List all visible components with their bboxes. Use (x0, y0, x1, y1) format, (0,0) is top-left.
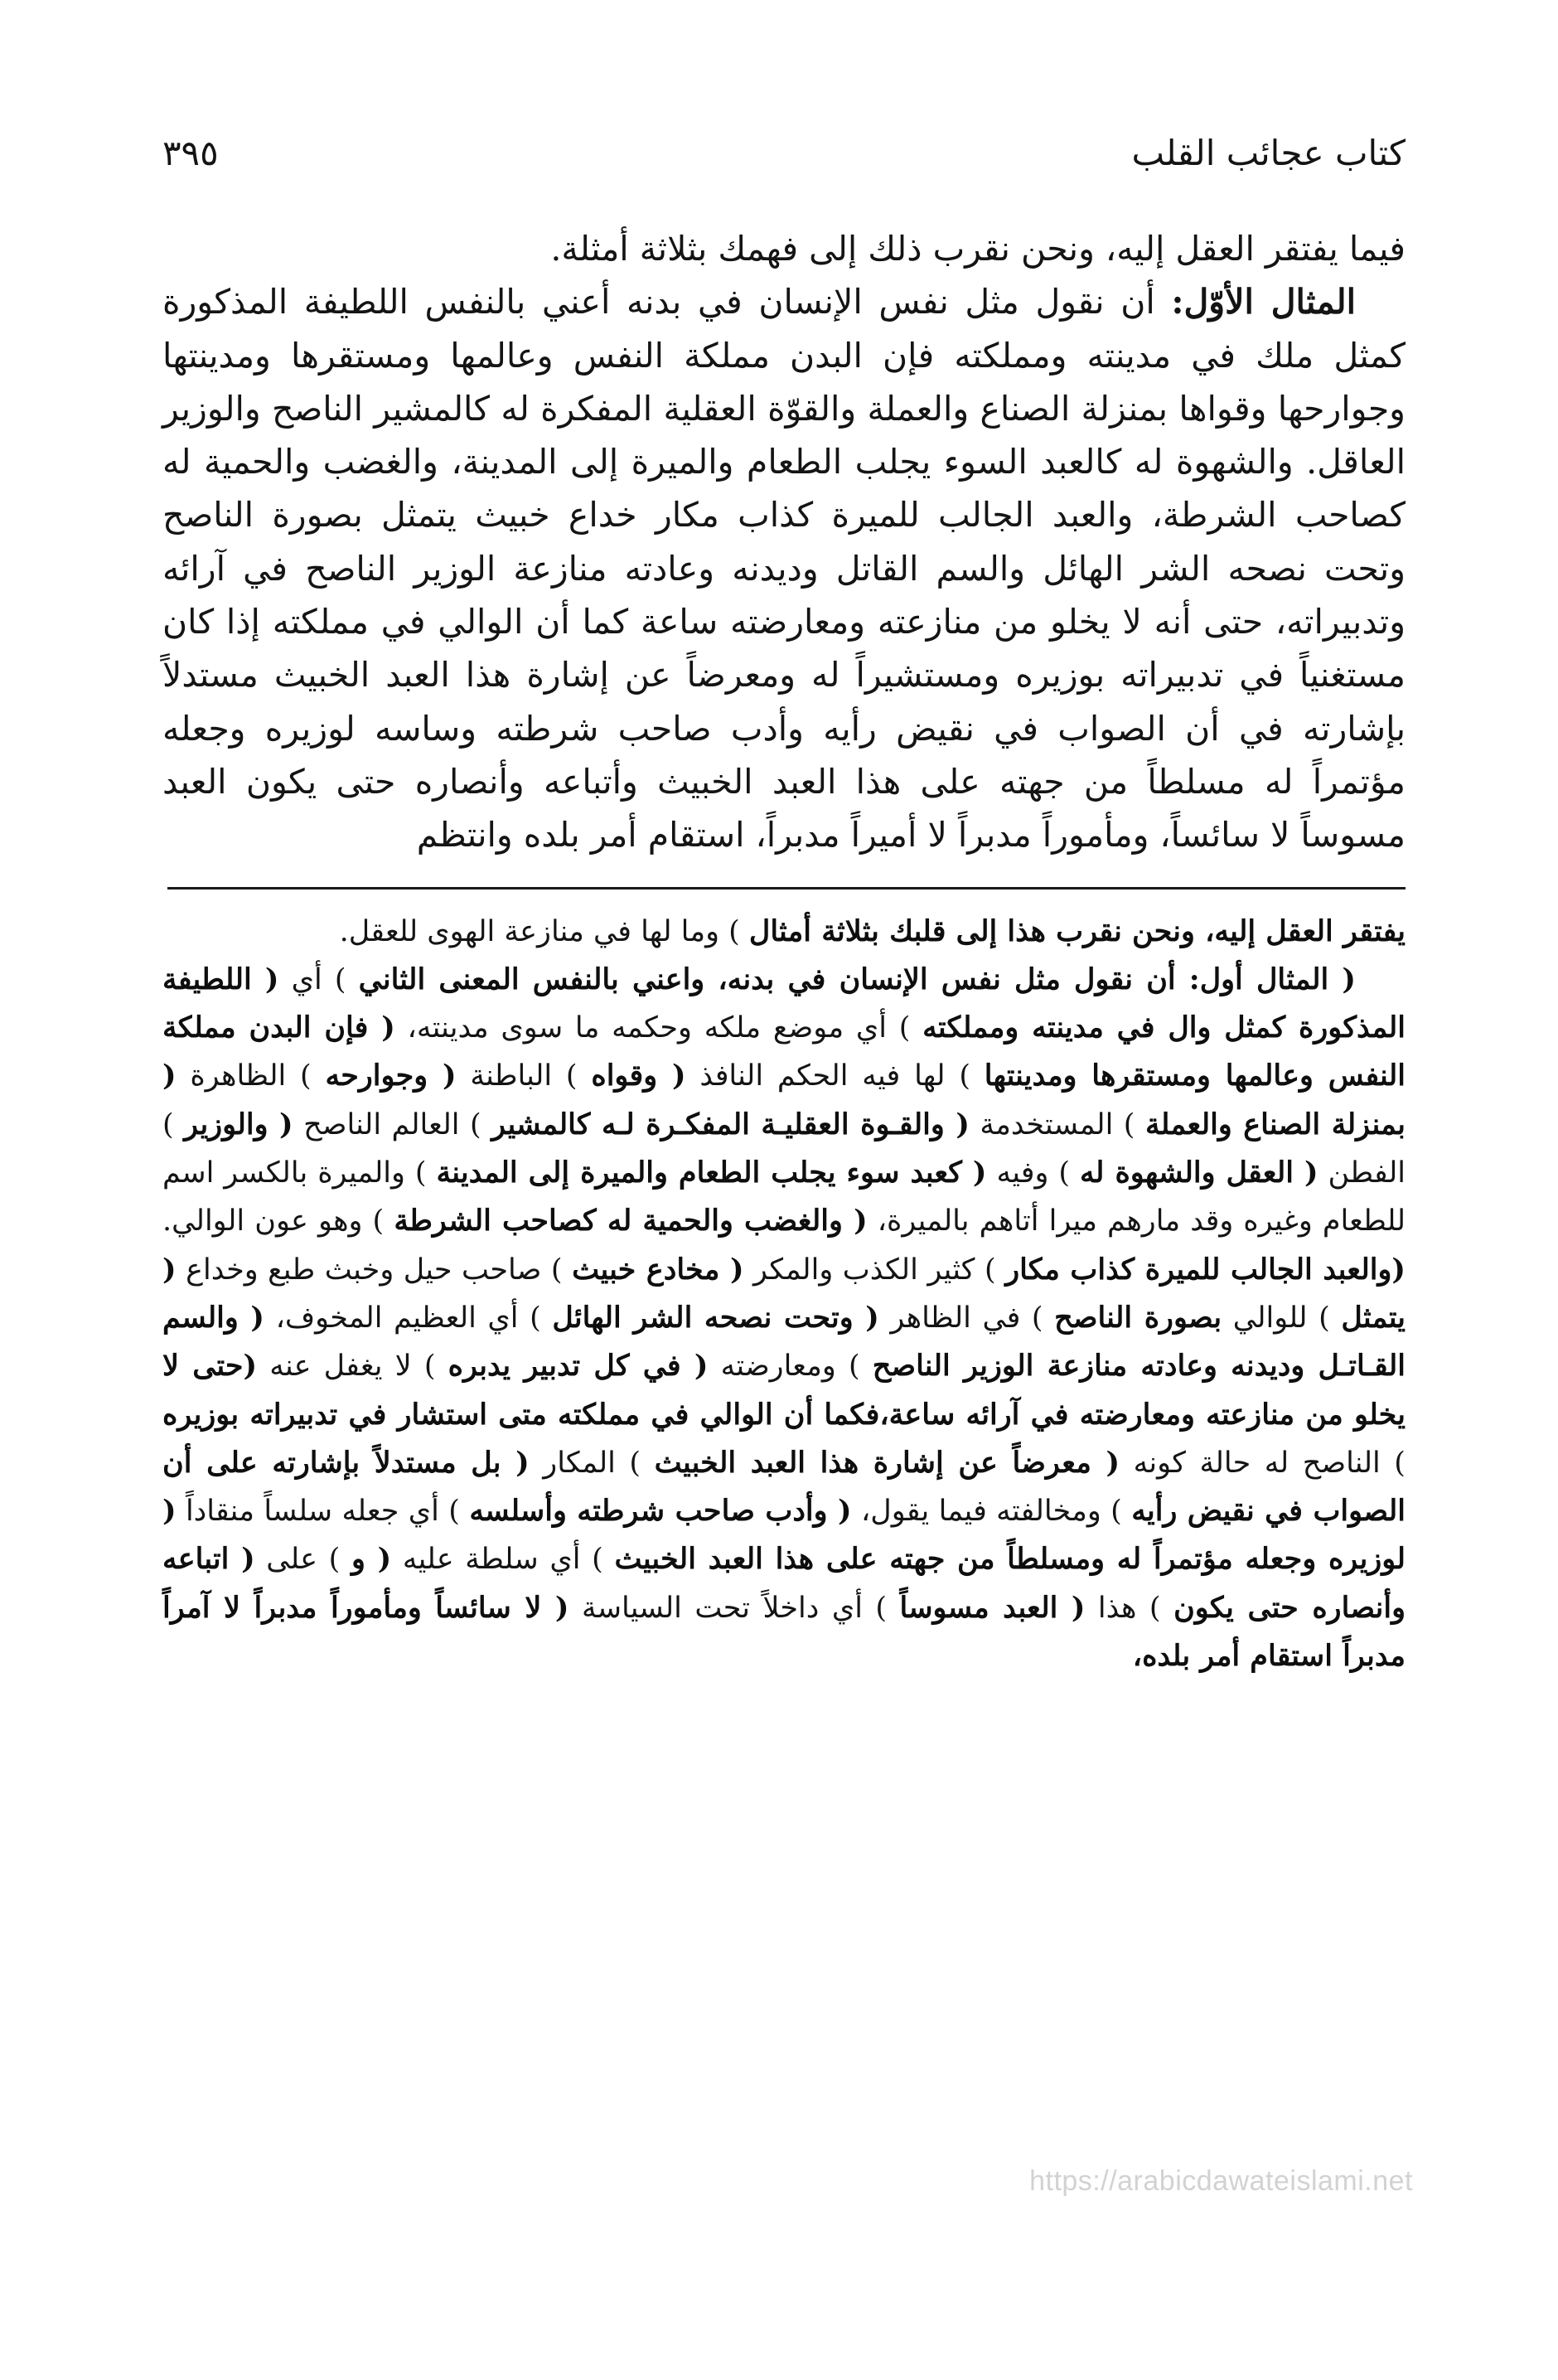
page-number: ٣٩٥ (162, 133, 219, 173)
commentary-text: ) العالم الناصح (293, 1108, 481, 1142)
quoted-matn-text: ( وتحت نصحه الشر الهائل (552, 1300, 879, 1335)
commentary-text: ) على (254, 1543, 341, 1577)
quoted-matn-text: ( وجوارحه (325, 1059, 457, 1093)
commentary-text: ) كثير الكذب والمكر (743, 1253, 996, 1287)
site-watermark: https://arabicdawateislami.net (1029, 2165, 1413, 2197)
commentary-text: ) صاحب حيل وخبث طبع وخداع (176, 1253, 563, 1287)
commentary-text: ) هذا (1085, 1591, 1161, 1625)
book-title: كتاب عجائب القلب (1131, 133, 1406, 173)
commentary-paragraph-1 (162, 908, 1406, 956)
example-heading: المثال الأوّل: (1171, 282, 1356, 322)
commentary-text: ) الناصح له حالة كونه (1120, 1446, 1406, 1480)
quoted-matn-text: ( بمنزلة الصناع والعملة (162, 1059, 1406, 1142)
commentary-text: ) وما لها في منازعة الهوى للعقل. (339, 914, 740, 948)
commentary-text: ) والميرة بالكسر اسم للطعام وغيره وقد مارهم ميرا أتاهم بالميرة، (162, 1156, 1406, 1238)
running-head (162, 133, 1406, 199)
quoted-matn-text: بصورة الناصح (1054, 1300, 1222, 1335)
quoted-matn-text: ( يتمثل (162, 1252, 1406, 1335)
quoted-matn-text: ( لوزيره وجعله مؤتمراً له ومسلطاً من جهته على هذا العبد الخبيث (162, 1494, 1406, 1577)
quoted-matn-text: ( والغضب والحمية له كصاحب الشرطة (394, 1204, 868, 1238)
commentary-text: ) أي موضع ملكه وحكمه ما سوى مدينته، (394, 1011, 911, 1045)
quoted-matn-text: (حتى لا يخلو من منازعته ومعارضته في آرائه ساعة،فكما أن الوالي في مملكته متى استشار في تدبيراته بوزيره (162, 1349, 1406, 1432)
example-paragraph (162, 275, 1406, 861)
example-text: أن نقول مثل نفس الإنسان في بدنه أعني بالنفس اللطيفة المذكورة كمثل ملك في مدينته ومملكته فإن البدن مملكة النفس وعالمها ومستقرها ومدينتها وجوارحها وقواها بمنزلة الصناع والعملة والقوّة العقلية المفكرة له كالمشير الناصح والوزير العاقل. والشهوة له كالعبد السوء يجلب الطعام والميرة إلى المدينة، والغضب والحمية له كصاحب الشرطة، والعبد الجالب للميرة كذاب مكار خداع خبيث يتمثل بصورة الناصح وتحت نصحه الشر الهائل والسم القاتل وديدنه وعادته منازعة الوزير الناصح في آرائه وتدبيراته، حتى أنه لا يخلو من منازعته ومعارضته ساعة كما أن الوالي في مملكته إذا كان مستغنياً في تدبيراته بوزيره ومستشيراً له ومعرضاً عن إشارة هذا العبد الخبيث مستدلاً بإشارته في أن الصواب في نقيض رأيه وأدب صاحب شرطته وساسه لوزيره وجعله مؤتمراً له مسلطاً من جهته على هذا العبد الخبيث وأتباعه وأنصاره حتى يكون العبد مسوساً لا سائساً، ومأموراً مدبراً لا أميراً مدبراً، استقام أمر بلده وانتظم (162, 282, 1406, 856)
quoted-matn-text: (والعبد الجالب للميرة كذاب مكار (1005, 1252, 1406, 1287)
quoted-matn-text: ( و (351, 1542, 392, 1577)
commentary-text: ) ومعارضته (708, 1350, 860, 1384)
quoted-matn-text: ( العبد مسوساً (899, 1590, 1086, 1625)
commentary-text: ) أي داخلاً تحت السياسة (569, 1591, 888, 1625)
quoted-matn-text: ( فإن البدن مملكة النفس وعالمها ومستقرها ومدينتها (162, 1011, 1406, 1093)
commentary-text: ) وهو عون الوالي. (162, 1205, 385, 1238)
commentary-text: ) المكار (529, 1446, 641, 1480)
commentary-text: ) أي جعله سلساً منقاداً (176, 1495, 460, 1529)
commentary-text: ) في الظاهر (878, 1301, 1043, 1335)
quoted-matn-text: ( كعبد سوء يجلب الطعام والميرة إلى المدينة (436, 1156, 987, 1190)
main-text (162, 222, 1406, 862)
quoted-matn-text: ( في كل تدبير يدبره (448, 1349, 709, 1384)
commentary-text: ) أي (278, 962, 346, 996)
intro-paragraph: فيما يفتقر العقل إليه، ونحن نقرب ذلك إلى فهمك بثلاثة أمثلة. (550, 229, 1406, 269)
commentary-paragraph-2 (162, 956, 1406, 1680)
commentary-text: ) ومخالفته فيما يقول، (851, 1495, 1122, 1529)
quoted-matn-text: ( معرضاً عن إشارة هذا العبد الخبيث (654, 1445, 1120, 1480)
commentary-text: ) المستخدمة (969, 1108, 1135, 1142)
quoted-matn-text: ( اتباعه وأنصاره حتى يكون (162, 1542, 1406, 1625)
quoted-matn-text: ( والوزير (184, 1107, 293, 1142)
quoted-matn-text: ( العقل والشهوة له (1080, 1156, 1318, 1190)
quoted-matn-text: ( لا سائساً ومأموراً مدبراً لا آمراً مدبراً استقام أمر بلده، (162, 1590, 1406, 1674)
quoted-matn-text: يفتقر العقل إليه، ونحن نقرب هذا إلى قلبك بثلاثة أمثال (748, 914, 1406, 948)
quoted-matn-text: ( المثال أول: أن نقول مثل نفس الإنسان في بدنه، واعني بالنفس المعنى الثاني (358, 962, 1356, 996)
commentary-text: ) وفيه (986, 1156, 1071, 1190)
quoted-matn-text: ( وقواه (591, 1059, 686, 1093)
commentary (162, 908, 1406, 1681)
quoted-matn-text: ( والقـوة العقليـة المفكـرة لـه كالمشير (491, 1107, 970, 1142)
commentary-text: ) لا يغفل عنه (257, 1350, 436, 1384)
book-page (162, 133, 1406, 1680)
quoted-matn-text: ( اللطيفة المذكورة كمثل وال في مدينته ومملكته (162, 962, 1406, 1045)
commentary-text: ) الظاهرة (176, 1059, 312, 1093)
quoted-matn-text: ( بل مستدلاً بإشارته على أن الصواب في نقيض رأيه (162, 1445, 1406, 1529)
commentary-text: ) الباطنة (456, 1059, 578, 1093)
commentary-text: ) أي سلطة عليه (391, 1543, 603, 1577)
quoted-matn-text: ( مخادع خبيث (572, 1252, 744, 1287)
commentary-text: ) الفطن (162, 1108, 1406, 1190)
quoted-matn-text: ( والسم القـاتـل وديدنه وعادته منازعة الوزير الناصح (162, 1300, 1406, 1384)
commentary-text: ) أي العظيم المخوف، (264, 1301, 541, 1335)
commentary-text: ) لها فيه الحكم النافذ (685, 1059, 970, 1093)
quoted-matn-text: ( وأدب صاحب شرطته وأسلسه (469, 1494, 852, 1529)
footnote-divider (167, 887, 1406, 889)
commentary-text: ) للوالي (1222, 1301, 1330, 1335)
